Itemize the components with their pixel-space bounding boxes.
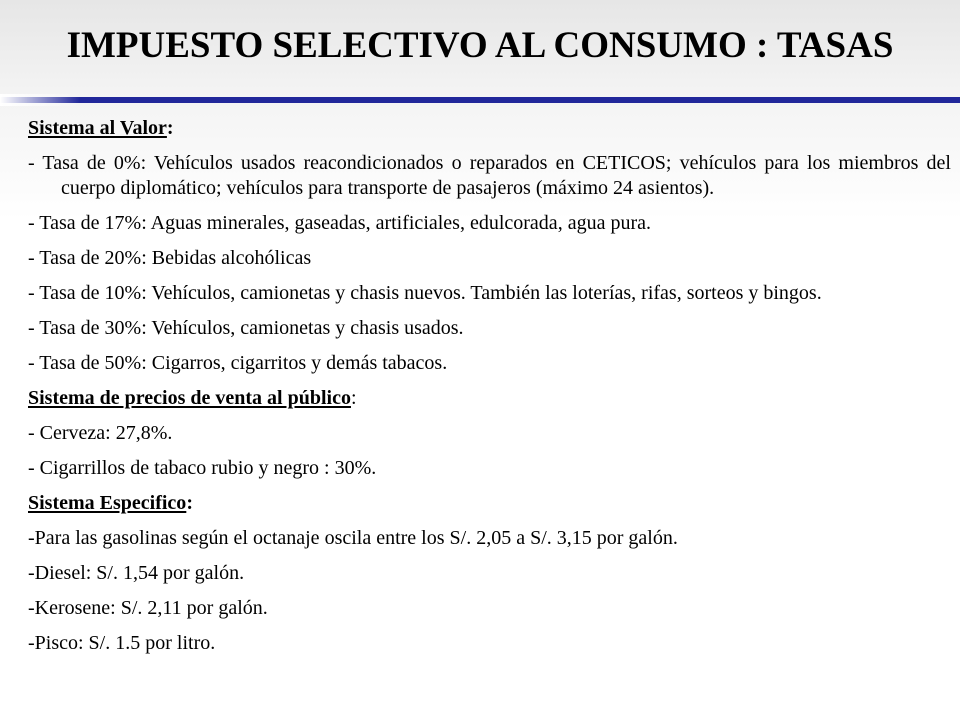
section-heading-colon: :: [350, 387, 357, 409]
rate-item: - Tasa de 10%: Vehículos, camionetas y chasis nuevos. También las loterías, rifas, sorteos y bingos.: [28, 282, 822, 304]
section-heading-label: Sistema Especifico: [28, 492, 187, 514]
section-heading-sistema-al-valor: [28, 116, 951, 141]
section-heading-label: Sistema de precios de venta al público: [28, 387, 351, 409]
rate-item: -Para las gasolinas según el octanaje oscila entre los S/. 2,05 a S/. 3,15 por galón.: [28, 527, 678, 549]
section-heading-colon: :: [166, 117, 174, 139]
rate-item: -Pisco: S/. 1.5 por litro.: [28, 632, 216, 654]
section-heading-colon: :: [186, 492, 193, 514]
rate-item: -Kerosene: S/. 2,11 por galón.: [28, 597, 268, 619]
slide-title: IMPUESTO SELECTIVO AL CONSUMO : TASAS: [66, 25, 894, 66]
section-heading-sistema-especifico: [28, 491, 951, 516]
rate-item: - Tasa de 20%: Bebidas alcohólicas: [28, 247, 312, 269]
rate-item: - Tasa de 30%: Vehículos, camionetas y chasis usados.: [28, 317, 464, 339]
rate-item: - Cerveza: 27,8%.: [28, 422, 173, 444]
title-underline-rule: [0, 97, 960, 103]
section-heading-label: Sistema al Valor: [28, 117, 167, 139]
rate-item: - Tasa de 17%: Aguas minerales, gaseadas, artificiales, edulcorada, agua pura.: [28, 212, 651, 234]
rate-item: -Diesel: S/. 1,54 por galón.: [28, 562, 245, 584]
rate-item: - Tasa de 0%: Vehículos usados reacondicionados o reparados en CETICOS; vehículos para los miembros del cuerpo diplomático; vehículos para transporte de pasajeros (máximo 24 asientos).: [28, 152, 951, 199]
rate-item: - Cigarrillos de tabaco rubio y negro : 30%.: [28, 457, 377, 479]
slide-body: [28, 116, 951, 666]
section-heading-precios-venta-publico: [28, 386, 951, 411]
rate-item: - Tasa de 50%: Cigarros, cigarritos y demás tabacos.: [28, 352, 448, 374]
